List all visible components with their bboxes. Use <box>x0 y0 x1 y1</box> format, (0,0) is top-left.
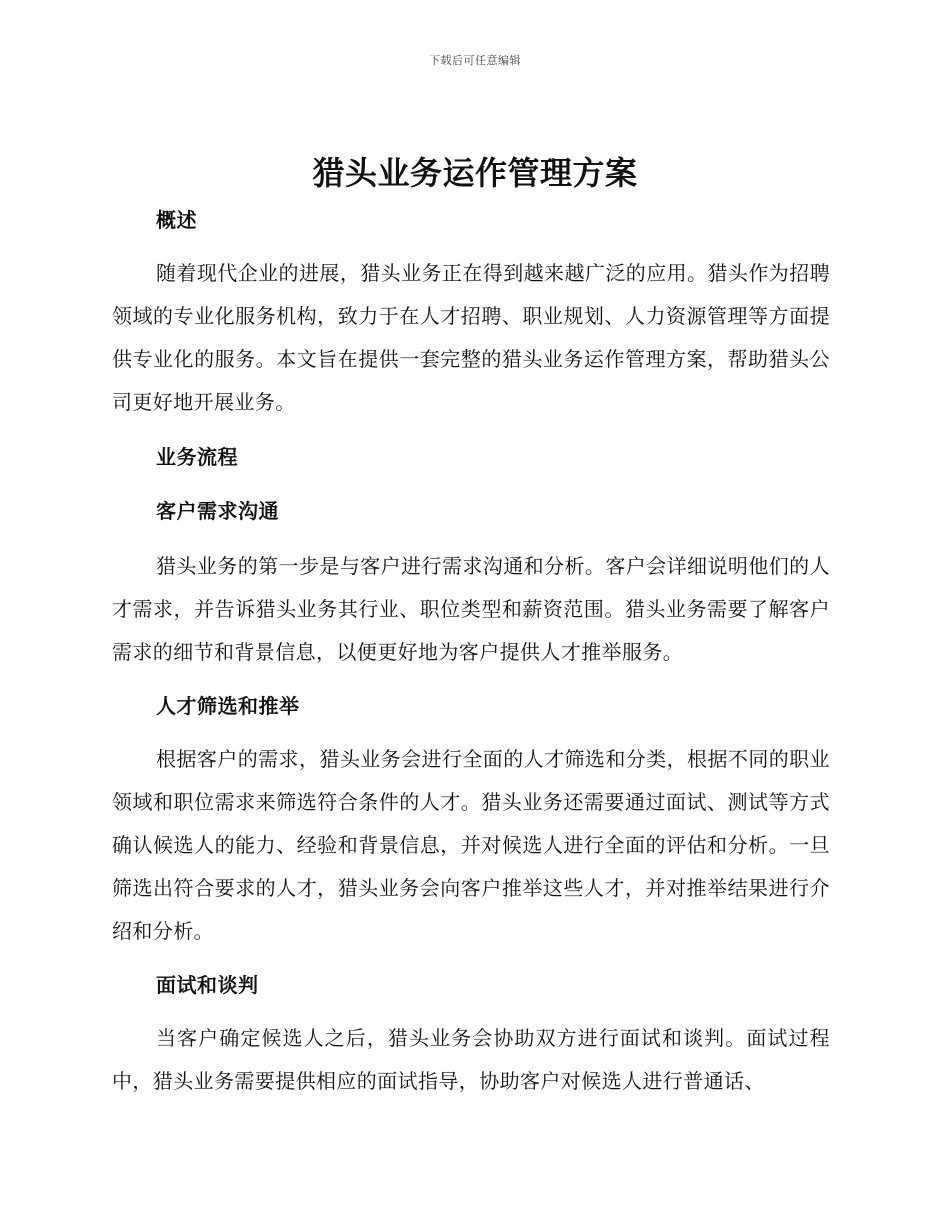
section-heading-client-needs: 客户需求沟通 <box>156 499 279 523</box>
document-title: 猎头业务运作管理方案 <box>312 154 638 192</box>
paragraph-client-needs: 猎头业务的第一步是与客户进行需求沟通和分析。客户会详细说明他们的人才需求，并告诉猎头业务其行业、职位类型和薪资范围。猎头业务需要了解客户需求的细节和背景信息，以便更好地为客户提供人才推举服务。 <box>112 554 830 664</box>
paragraph-screening: 根据客户的需求，猎头业务会进行全面的人才筛选和分类，根据不同的职业领域和职位需求来筛选符合条件的人才。猎头业务还需要通过面试、测试等方式确认候选人的能力、经验和背景信息，并对候选人进行全面的评估和分析。一旦筛选出符合要求的人才，猎头业务会向客户推举这些人才，并对推举结果进行介绍和分析。 <box>112 747 830 943</box>
section-heading-process: 业务流程 <box>156 445 238 469</box>
paragraph-interview: 当客户确定候选人之后，猎头业务会协助双方进行面试和谈判。面试过程中，猎头业务需要提供相应的面试指导，协助客户对候选人进行普通话、 <box>112 1026 830 1093</box>
section-heading-overview: 概述 <box>156 208 197 232</box>
paragraph-overview: 随着现代企业的进展，猎头业务正在得到越来越广泛的应用。猎头作为招聘领域的专业化服务机构，致力于在人才招聘、职业规划、人力资源管理等方面提供专业化的服务。本文旨在提供一套完整的猎头业务运作管理方案，帮助猎头公司更好地开展业务。 <box>112 261 830 414</box>
section-heading-interview: 面试和谈判 <box>156 973 259 997</box>
section-heading-screening: 人才筛选和推举 <box>156 694 300 718</box>
header-note: 下载后可任意编辑 <box>429 54 521 67</box>
